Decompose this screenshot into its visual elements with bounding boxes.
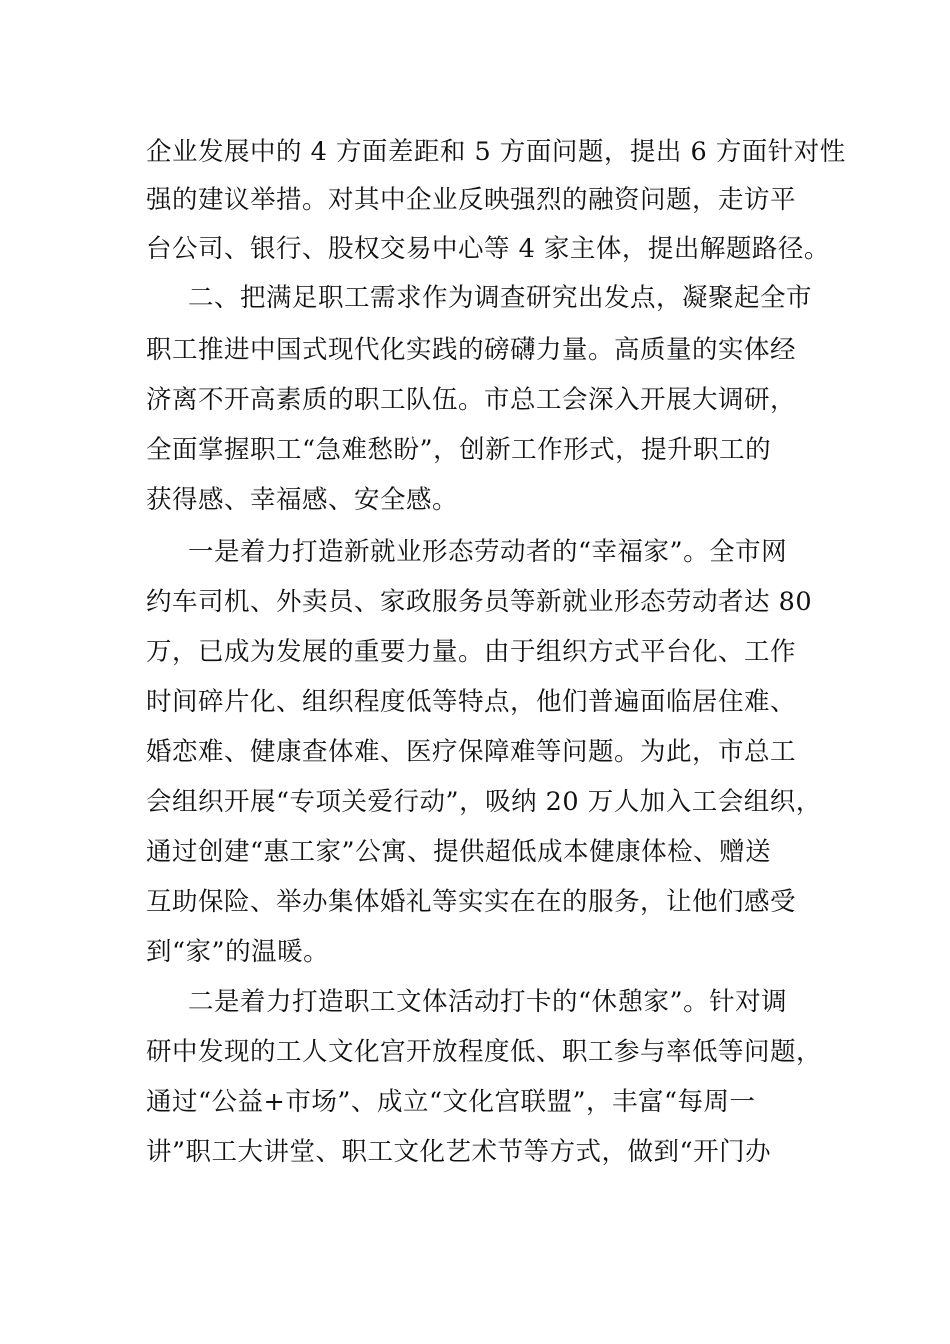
text-line: 研中发现的工人文化宫开放程度低、职工参与率低等问题，: [146, 1037, 823, 1067]
text-line: 时间碎片化、组织程度低等特点，他们普遍面临居住难、: [146, 687, 797, 717]
paragraph-first-line: 二、把满足职工需求作为调查研究出发点，凝聚起全市: [188, 283, 813, 313]
text-line: 讲”职工大讲堂、职工文化艺术节等方式，做到“开门办: [146, 1137, 772, 1167]
text-line: 强的建议举措。对其中企业反映强烈的融资问题，走访平: [146, 185, 797, 215]
text-line: 到“家”的温暖。: [146, 937, 330, 967]
text-line: 互助保险、举办集体婚礼等实实在在的服务，让他们感受: [146, 887, 797, 917]
text-line: 通过创建“惠工家”公寓、提供超低成本健康体检、赠送: [146, 837, 772, 867]
paragraph-first-line: 一是着力打造新就业形态劳动者的“幸福家”。全市网: [188, 537, 788, 567]
paragraph-first-line: 二是着力打造职工文体活动打卡的“休憩家”。针对调: [188, 987, 788, 1017]
text-line: 台公司、银行、股权交易中心等 4 家主体，提出解题路径。: [146, 234, 830, 264]
text-line: 通过“公益+市场”、成立“文化宫联盟”，丰富“每周一: [146, 1087, 756, 1117]
text-line: 济离不开高素质的职工队伍。市总工会深入开展大调研，: [146, 385, 797, 415]
text-line: 企业发展中的 4 方面差距和 5 方面问题，提出 6 方面针对性: [146, 137, 846, 167]
text-line: 约车司机、外卖员、家政服务员等新就业形态劳动者达 80: [146, 587, 813, 617]
text-line: 职工推进中国式现代化实践的磅礴力量。高质量的实体经: [146, 335, 797, 365]
text-line: 全面掌握职工“急难愁盼”，创新工作形式，提升职工的: [146, 435, 772, 465]
text-line: 会组织开展“专项关爱行动”，吸纳 20 万人加入工会组织，: [146, 787, 822, 817]
text-line: 获得感、幸福感、安全感。: [146, 485, 459, 515]
text-line: 婚恋难、健康查体难、医疗保障难等问题。为此，市总工: [146, 737, 797, 767]
text-line: 万，已成为发展的重要力量。由于组织方式平台化、工作: [146, 637, 797, 667]
